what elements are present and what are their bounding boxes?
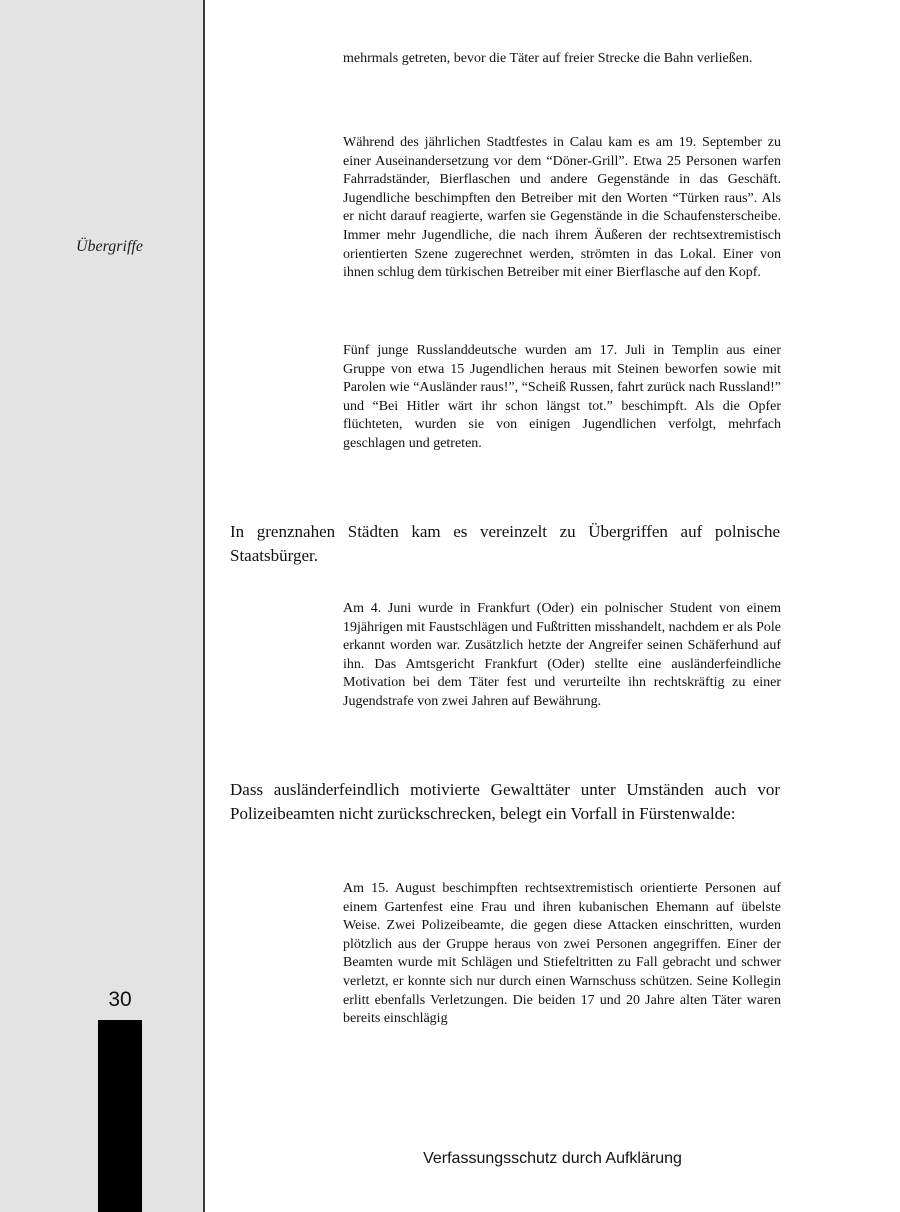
page-number: 30 <box>108 988 132 1011</box>
page-footer: Verfassungsschutz durch Aufklärung <box>423 1150 682 1167</box>
thumb-index-bar <box>98 1020 142 1212</box>
quote-paragraph-fuerstenwalde: Am 15. August beschimpften rechtsextremistisch orientierte Personen auf einem Gartenfest eine Frau und ihren kubanischen Ehemann auf übelste Weise. Zwei Polizeibeamte, die gegen diese Attacken einschritten, wurden plötzlich aus der Gruppe heraus von zwei Personen angegriffen. Einer der Beamten wurde mit Schlägen und Stiefeltritten zu Fall gebracht und schwer verletzt, er konnte sich nur durch einen Warnschuss schützen. Seine Kollegin erlitt ebenfalls Verletzungen. Die beiden 17 und 20 Jahre alten Täter waren bereits einschlägig <box>343 881 781 1027</box>
body-paragraph-polizei: Dass ausländerfeindlich motivierte Gewalttäter unter Umständen auch vor Polizeibeamten nicht zurückschrecken, belegt ein Vorfall in Fürstenwalde: <box>230 780 780 823</box>
quote-paragraph-templin: Fünf junge Russlanddeutsche wurden am 17. Juli in Templin aus einer Gruppe von etwa 15 Jugendlichen heraus mit Steinen beworfen sowie mit Parolen wie “Ausländer raus!”, “Scheiß Russen, fahrt zurück nach Russland!” und “Bei Hitler wärt ihr schon längst tot.” beschimpft. Als die Opfer flüchteten, wurden sie von einigen Jugendlichen verfolgt, mehrfach geschlagen und getreten. <box>343 343 781 451</box>
quote-paragraph-calau: Während des jährlichen Stadtfestes in Calau kam es am 19. September zu einer Auseinandersetzung vor dem “Döner-Grill”. Etwa 25 Personen warfen Fahrradständer, Bierflaschen und andere Gegenstände in das Geschäft. Jugendliche beschimpften den Betreiber mit den Worten “Türken raus”. Als er nicht darauf reagierte, warfen sie Gegenstände in die Schaufensterscheibe. Immer mehr Jugendliche, die nach ihrem Äußeren der rechtsextremistisch orientierten Szene zugerechnet werden, strömten in das Lokal. Einer von ihnen schlug dem türkischen Betreiber mit einer Bierflasche auf den Kopf. <box>343 135 781 281</box>
quote-paragraph-frankfurt: Am 4. Juni wurde in Frankfurt (Oder) ein polnischer Student von einem 19jährigen mit Faustschlägen und Fußtritten misshandelt, nachdem er als Pole erkannt worden war. Zusätzlich hetzte der Angreifer seinen Schäferhund auf ihn. Das Amtsgericht Frankfurt (Oder) stellte eine ausländerfeindliche Motivation bei dem Täter fest und verurteilte ihn rechtskräftig zu einer Jugendstrafe von zwei Jahren auf Bewährung. <box>343 601 781 709</box>
body-paragraph-grenznah: In grenznahen Städten kam es vereinzelt zu Übergriffen auf polnische Staatsbürger. <box>230 522 780 565</box>
vertical-rule <box>203 0 205 1212</box>
margin-note: Übergriffe <box>76 238 143 255</box>
quote-paragraph-intro-tail: mehrmals getreten, bevor die Täter auf freier Strecke die Bahn verließen. <box>343 51 753 66</box>
